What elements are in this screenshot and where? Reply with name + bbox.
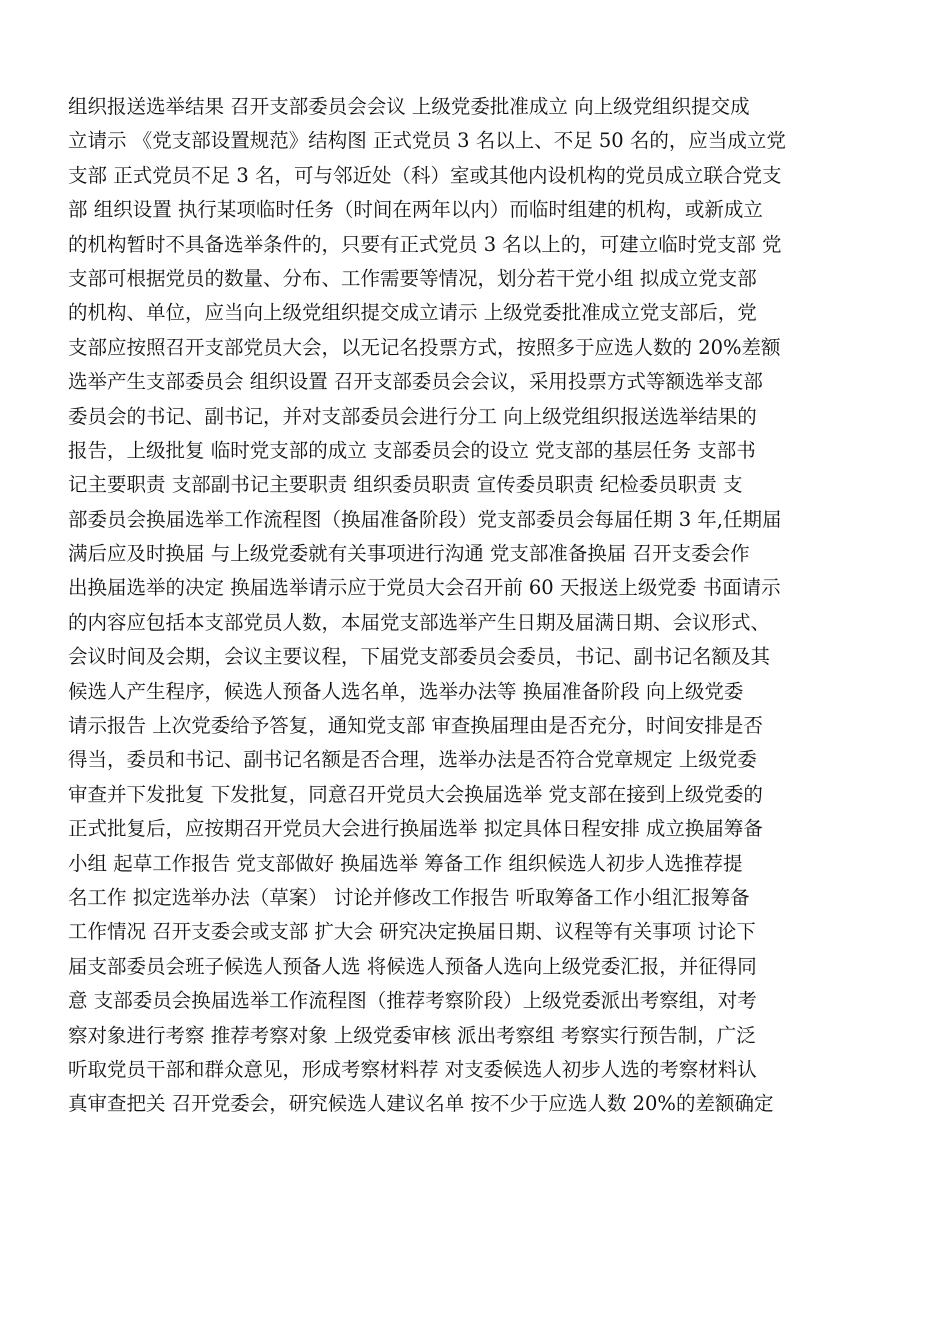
text-line: 听取党员干部和群众意见，形成考察材料荐 对支委候选人初步人选的考察材料认: [68, 1057, 757, 1081]
text-line: 的机构暂时不具备选举条件的，只要有正式党员 3 名以上的，可建立临时党支部 党: [68, 232, 782, 256]
text-line: 部委员会换届选举工作流程图（换届准备阶段）党支部委员会每届任期 3 年,任期届: [68, 507, 782, 531]
text-line: 察对象进行考察 推荐考察对象 上级党委审核 派出考察组 考察实行预告制，广泛: [68, 1023, 756, 1047]
text-line: 意 支部委员会换届选举工作流程图（推荐考察阶段）上级党委派出考察组，对考: [68, 989, 757, 1013]
text-line: 届支部委员会班子候选人预备人选 将候选人预备人选向上级党委汇报，并征得同: [68, 954, 757, 978]
text-line: 正式批复后，应按期召开党员大会进行换届选举 拟定具体日程安排 成立换届筹备: [68, 817, 763, 841]
text-line: 报告，上级批复 临时党支部的成立 支部委员会的设立 党支部的基层任务 支部书: [68, 438, 756, 462]
document-body: [68, 90, 884, 1122]
text-line: 支部应按照召开支部党员大会，以无记名投票方式，按照多于应选人数的 20%差额: [68, 335, 781, 359]
text-line: 会议时间及会期，会议主要议程，下届党支部委员会委员，书记、副书记名额及其: [68, 645, 771, 669]
text-line: 工作情况 召开支委会或支部 扩大会 研究决定换届日期、议程等有关事项 讨论下: [68, 920, 756, 944]
text-line: 候选人产生程序，候选人预备人选名单，选举办法等 换届准备阶段 向上级党委: [68, 679, 744, 703]
text-line: 支部可根据党员的数量、分布、工作需要等情况，划分若干党小组 拟成立党支部: [68, 266, 757, 290]
text-line: 小组 起草工作报告 党支部做好 换届选举 筹备工作 组织候选人初步人选推荐提: [68, 851, 743, 875]
text-line: 部 组织设置 执行某项临时任务（时间在两年以内）而临时组建的机构，或新成立: [68, 198, 763, 222]
text-line: 得当，委员和书记、副书记名额是否合理，选举办法是否符合党章规定 上级党委: [68, 748, 757, 772]
text-line: 的机构、单位，应当向上级党组织提交成立请示 上级党委批准成立党支部后，党: [68, 301, 757, 325]
text-line: 满后应及时换届 与上级党委就有关事项进行沟通 党支部准备换届 召开支委会作: [68, 542, 750, 566]
text-line: 请示报告 上次党委给予答复，通知党支部 审查换届理由是否充分，时间安排是否: [68, 714, 763, 738]
text-line: 名工作 拟定选举办法（草案） 讨论并修改工作报告 听取筹备工作小组汇报筹备: [68, 885, 750, 909]
text-line: 委员会的书记、副书记，并对支部委员会进行分工 向上级党组织报送选举结果的: [68, 404, 757, 428]
text-line: 支部 正式党员不足 3 名，可与邻近处（科）室或其他内设机构的党员成立联合党支: [68, 163, 782, 187]
text-line: 组织报送选举结果 召开支部委员会会议 上级党委批准成立 向上级党组织提交成: [68, 95, 750, 118]
text-line: 的内容应包括本支部党员人数，本届党支部选举产生日期及届满日期、会议形式、: [68, 610, 771, 634]
text-line: 立请示 《党支部设置规范》结构图 正式党员 3 名以上、不足 50 名的，应当成立党: [68, 129, 786, 153]
text-line: 审查并下发批复 下发批复，同意召开党员大会换届选举 党支部在接到上级党委的: [68, 782, 763, 806]
text-line: 记主要职责 支部副书记主要职责 组织委员职责 宣传委员职责 纪检委员职责 支: [68, 473, 743, 497]
text-line: 选举产生支部委员会 组织设置 召开支部委员会会议，采用投票方式等额选举支部: [68, 370, 763, 394]
text-line: 真审查把关 召开党委会，研究候选人建议名单 按不少于应选人数 20%的差额确定: [68, 1092, 774, 1116]
text-line: 出换届选举的决定 换届选举请示应于党员大会召开前 60 天报送上级党委 书面请示: [68, 576, 781, 600]
